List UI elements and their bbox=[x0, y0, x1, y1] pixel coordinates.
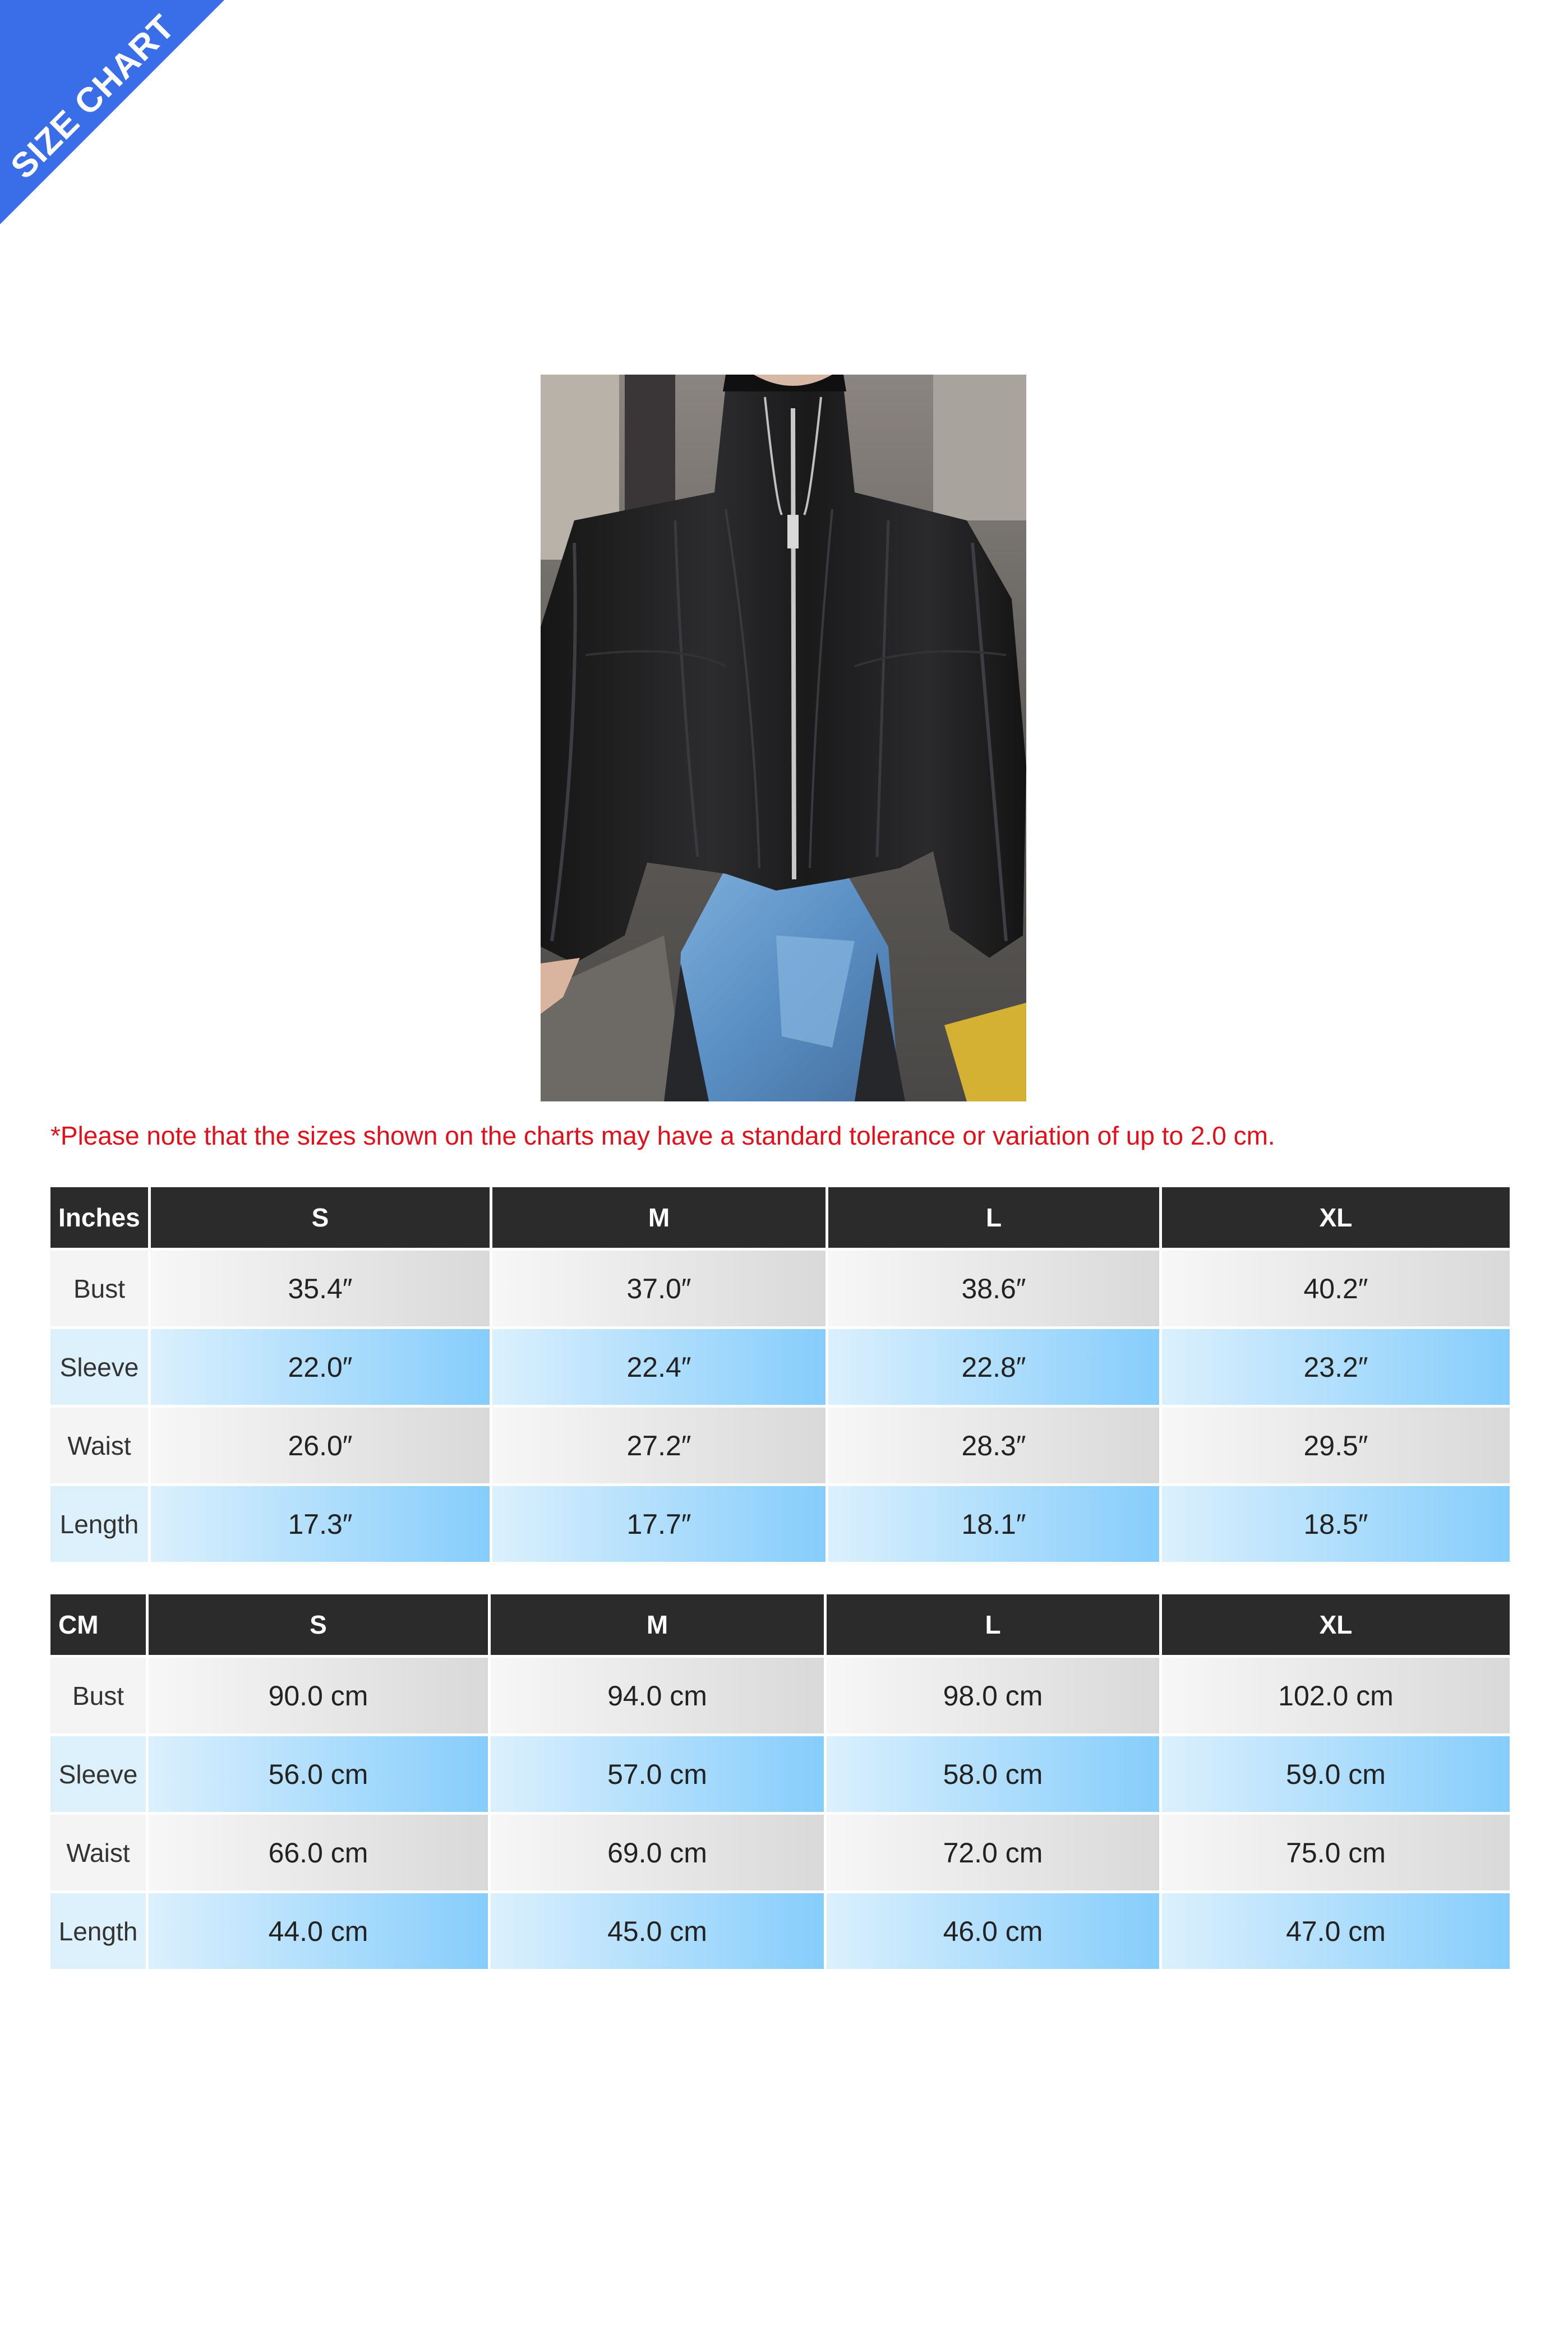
table-cell: 22.0″ bbox=[151, 1329, 490, 1405]
table-cell: 66.0 cm bbox=[149, 1815, 488, 1890]
size-header: L bbox=[827, 1594, 1159, 1655]
product-photo-illustration bbox=[541, 375, 1026, 1101]
size-header: L bbox=[828, 1187, 1159, 1248]
table-cell: 22.8″ bbox=[828, 1329, 1159, 1405]
table-row bbox=[50, 1736, 1510, 1812]
table-cell: 37.0″ bbox=[492, 1251, 825, 1326]
table-cell: 18.5″ bbox=[1162, 1486, 1510, 1562]
table-cell: 72.0 cm bbox=[827, 1815, 1159, 1890]
table-cell: 29.5″ bbox=[1162, 1408, 1510, 1483]
table-cell: 46.0 cm bbox=[827, 1893, 1159, 1969]
table-row bbox=[50, 1486, 1510, 1562]
unit-header: Inches bbox=[50, 1187, 148, 1248]
table-cell: 45.0 cm bbox=[491, 1893, 824, 1969]
size-header: XL bbox=[1162, 1594, 1510, 1655]
size-header: S bbox=[149, 1594, 488, 1655]
size-header: M bbox=[491, 1594, 824, 1655]
table-row bbox=[50, 1893, 1510, 1969]
table-cell: 38.6″ bbox=[828, 1251, 1159, 1326]
table-cell: 75.0 cm bbox=[1162, 1815, 1510, 1890]
table-cell: 58.0 cm bbox=[827, 1736, 1159, 1812]
table-cell: 94.0 cm bbox=[491, 1658, 824, 1733]
table-cell: 17.3″ bbox=[151, 1486, 490, 1562]
row-label: Length bbox=[50, 1486, 148, 1562]
table-row bbox=[50, 1251, 1510, 1326]
size-header: XL bbox=[1162, 1187, 1510, 1248]
row-label: Sleeve bbox=[50, 1329, 148, 1405]
table-cell: 23.2″ bbox=[1162, 1329, 1510, 1405]
table-row bbox=[50, 1658, 1510, 1733]
table-cell: 40.2″ bbox=[1162, 1251, 1510, 1326]
size-chart-badge bbox=[0, 0, 224, 224]
row-label: Length bbox=[50, 1893, 146, 1969]
table-cell: 98.0 cm bbox=[827, 1658, 1159, 1733]
table-cell: 102.0 cm bbox=[1162, 1658, 1510, 1733]
table-cell: 18.1″ bbox=[828, 1486, 1159, 1562]
table-cell: 57.0 cm bbox=[491, 1736, 824, 1812]
table-row bbox=[50, 1815, 1510, 1890]
size-table-inches bbox=[48, 1184, 1512, 1565]
row-label: Waist bbox=[50, 1815, 146, 1890]
product-photo bbox=[541, 375, 1026, 1101]
table-cell: 56.0 cm bbox=[149, 1736, 488, 1812]
table-cell: 35.4″ bbox=[151, 1251, 490, 1326]
table-cell: 44.0 cm bbox=[149, 1893, 488, 1969]
table-cell: 28.3″ bbox=[828, 1408, 1159, 1483]
table-cell: 26.0″ bbox=[151, 1408, 490, 1483]
table-header-row bbox=[50, 1594, 1510, 1655]
tolerance-note: *Please note that the sizes shown on the charts may have a standard tolerance or variation of up to 2.0 cm. bbox=[50, 1121, 1275, 1150]
badge-label: SIZE CHART bbox=[3, 7, 183, 187]
unit-header: CM bbox=[50, 1594, 146, 1655]
row-label: Waist bbox=[50, 1408, 148, 1483]
table-cell: 27.2″ bbox=[492, 1408, 825, 1483]
table-row bbox=[50, 1408, 1510, 1483]
table-header-row bbox=[50, 1187, 1510, 1248]
badge-triangle bbox=[0, 0, 224, 224]
row-label: Sleeve bbox=[50, 1736, 146, 1812]
size-table-cm bbox=[48, 1592, 1512, 1972]
size-header: M bbox=[492, 1187, 825, 1248]
table-cell: 47.0 cm bbox=[1162, 1893, 1510, 1969]
table-cell: 69.0 cm bbox=[491, 1815, 824, 1890]
table-cell: 90.0 cm bbox=[149, 1658, 488, 1733]
table-cell: 17.7″ bbox=[492, 1486, 825, 1562]
table-cell: 59.0 cm bbox=[1162, 1736, 1510, 1812]
table-row bbox=[50, 1329, 1510, 1405]
row-label: Bust bbox=[50, 1658, 146, 1733]
size-header: S bbox=[151, 1187, 490, 1248]
table-cell: 22.4″ bbox=[492, 1329, 825, 1405]
row-label: Bust bbox=[50, 1251, 148, 1326]
